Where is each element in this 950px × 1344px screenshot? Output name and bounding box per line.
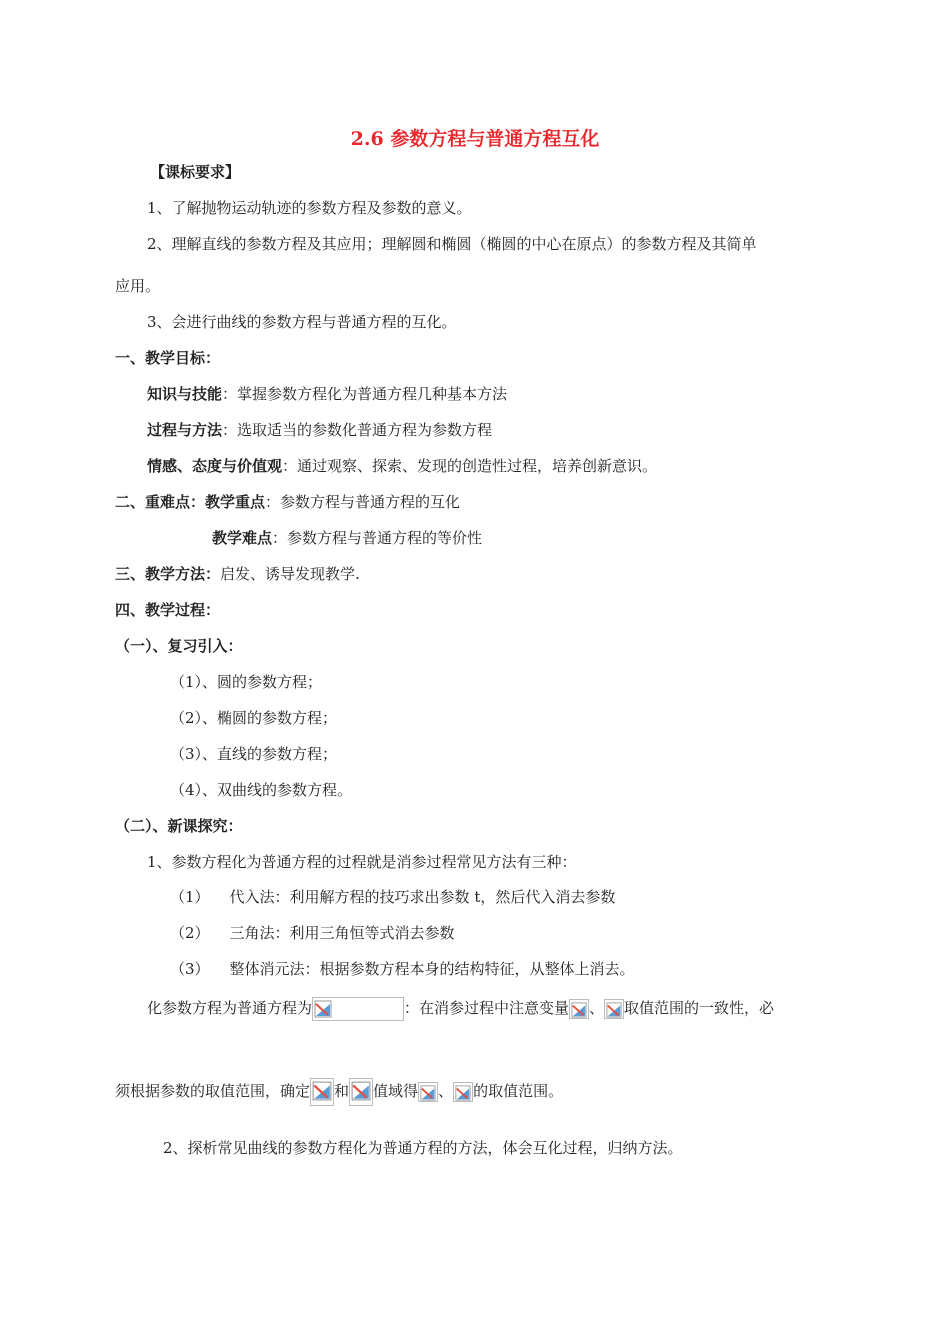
method-item-text: 代入法：利用解方程的技巧求出参数 t，然后代入消去参数 bbox=[229, 888, 616, 906]
requirement-2: 2、理解直线的参数方程及其应用；理解圆和椭圆（椭圆的中心在原点）的参数方程及其简单 bbox=[147, 235, 757, 253]
requirement-1: 1、了解抛物运动轨迹的参数方程及参数的意义。 bbox=[147, 199, 472, 217]
goal-process bbox=[147, 420, 492, 440]
note2-text-e: 的取值范围。 bbox=[473, 1082, 564, 1100]
method-item-2 bbox=[170, 923, 455, 943]
process-heading: 四、教学过程： bbox=[115, 601, 221, 619]
broken-image-icon bbox=[453, 1082, 473, 1102]
requirement-2-cont: 应用。 bbox=[115, 277, 161, 295]
focus-label: 教学重点 bbox=[205, 493, 266, 511]
method-item-text: 整体消元法：根据参数方程本身的结构特征，从整体上消去。 bbox=[229, 960, 635, 978]
review-item-4: （4）、双曲线的参数方程。 bbox=[170, 781, 353, 799]
goal-emotion-text: ：通过观察、探索、发现的创造性过程，培养创新意识。 bbox=[282, 457, 658, 475]
section-heading-requirements: 【课标要求】 bbox=[150, 163, 241, 181]
review-item-2: （2）、椭圆的参数方程； bbox=[170, 709, 338, 727]
method-heading: 三、教学方法： bbox=[115, 565, 221, 583]
page-title: 2.6 参数方程与普通方程互化 bbox=[350, 128, 600, 150]
elimination-intro: 1、参数方程化为普通方程的过程就是消参过程常见方法有三种： bbox=[147, 853, 577, 871]
note-text-b: ：在消参过程中注意变量 bbox=[404, 999, 570, 1017]
method-item-number: （1） bbox=[170, 888, 210, 906]
difficulty-label: 教学难点 bbox=[212, 529, 273, 547]
review-item-3: （3）、直线的参数方程； bbox=[170, 745, 338, 763]
focus-text: ：参数方程与普通方程的互化 bbox=[265, 493, 461, 511]
note-line-1 bbox=[147, 994, 774, 1022]
review-item-1: （1）、圆的参数方程； bbox=[170, 673, 323, 691]
keypoints-difficulty bbox=[212, 528, 482, 548]
note-text-c: 、 bbox=[589, 999, 605, 1017]
broken-image-icon bbox=[349, 1078, 373, 1106]
goal-knowledge bbox=[147, 384, 507, 404]
goal-knowledge-text: ：掌握参数方程化为普通方程几种基本方法 bbox=[222, 385, 508, 403]
new-lesson-heading: （二）、新课探究： bbox=[115, 817, 243, 835]
goal-process-text: ：选取适当的参数化普通方程为参数方程 bbox=[222, 421, 493, 439]
method-item-number: （2） bbox=[170, 924, 210, 942]
note2-text-b: 和 bbox=[334, 1082, 350, 1100]
goal-knowledge-label: 知识与技能 bbox=[147, 385, 223, 403]
review-heading: （一）、复习引入： bbox=[115, 637, 243, 655]
difficulty-text: ：参数方程与普通方程的等价性 bbox=[272, 529, 483, 547]
method-text: 启发、诱导发现教学. bbox=[220, 565, 360, 583]
note-text-d: 取值范围的一致性，必 bbox=[624, 999, 775, 1017]
method-item-3 bbox=[170, 959, 635, 979]
method-line bbox=[115, 564, 360, 584]
note2-text-a: 须根据参数的取值范围，确定 bbox=[115, 1082, 311, 1100]
method-item-1 bbox=[170, 887, 615, 907]
note2-text-c: 值域得 bbox=[373, 1082, 419, 1100]
goal-emotion-label: 情感、态度与价值观 bbox=[147, 457, 283, 475]
broken-image-icon bbox=[312, 997, 404, 1021]
requirement-3: 3、会进行曲线的参数方程与普通方程的互化。 bbox=[147, 313, 457, 331]
keypoints-focus bbox=[115, 492, 460, 512]
broken-image-icon bbox=[604, 999, 624, 1019]
broken-image-icon bbox=[418, 1082, 438, 1102]
goal-process-label: 过程与方法 bbox=[147, 421, 223, 439]
goal-emotion bbox=[147, 456, 657, 476]
note-line-2 bbox=[115, 1076, 563, 1106]
broken-image-icon bbox=[310, 1078, 334, 1106]
note-text-a: 化参数方程为普通方程为 bbox=[147, 999, 313, 1017]
broken-image-icon bbox=[569, 999, 589, 1019]
keypoints-heading: 二、重难点： bbox=[115, 493, 206, 511]
goals-heading: 一、教学目标： bbox=[115, 349, 221, 367]
method-item-text: 三角法：利用三角恒等式消去参数 bbox=[229, 924, 455, 942]
exploration-paragraph: 2、探析常见曲线的参数方程化为普通方程的方法，体会互化过程，归纳方法。 bbox=[163, 1139, 683, 1157]
method-item-number: （3） bbox=[170, 960, 210, 978]
note2-text-d: 、 bbox=[438, 1082, 454, 1100]
